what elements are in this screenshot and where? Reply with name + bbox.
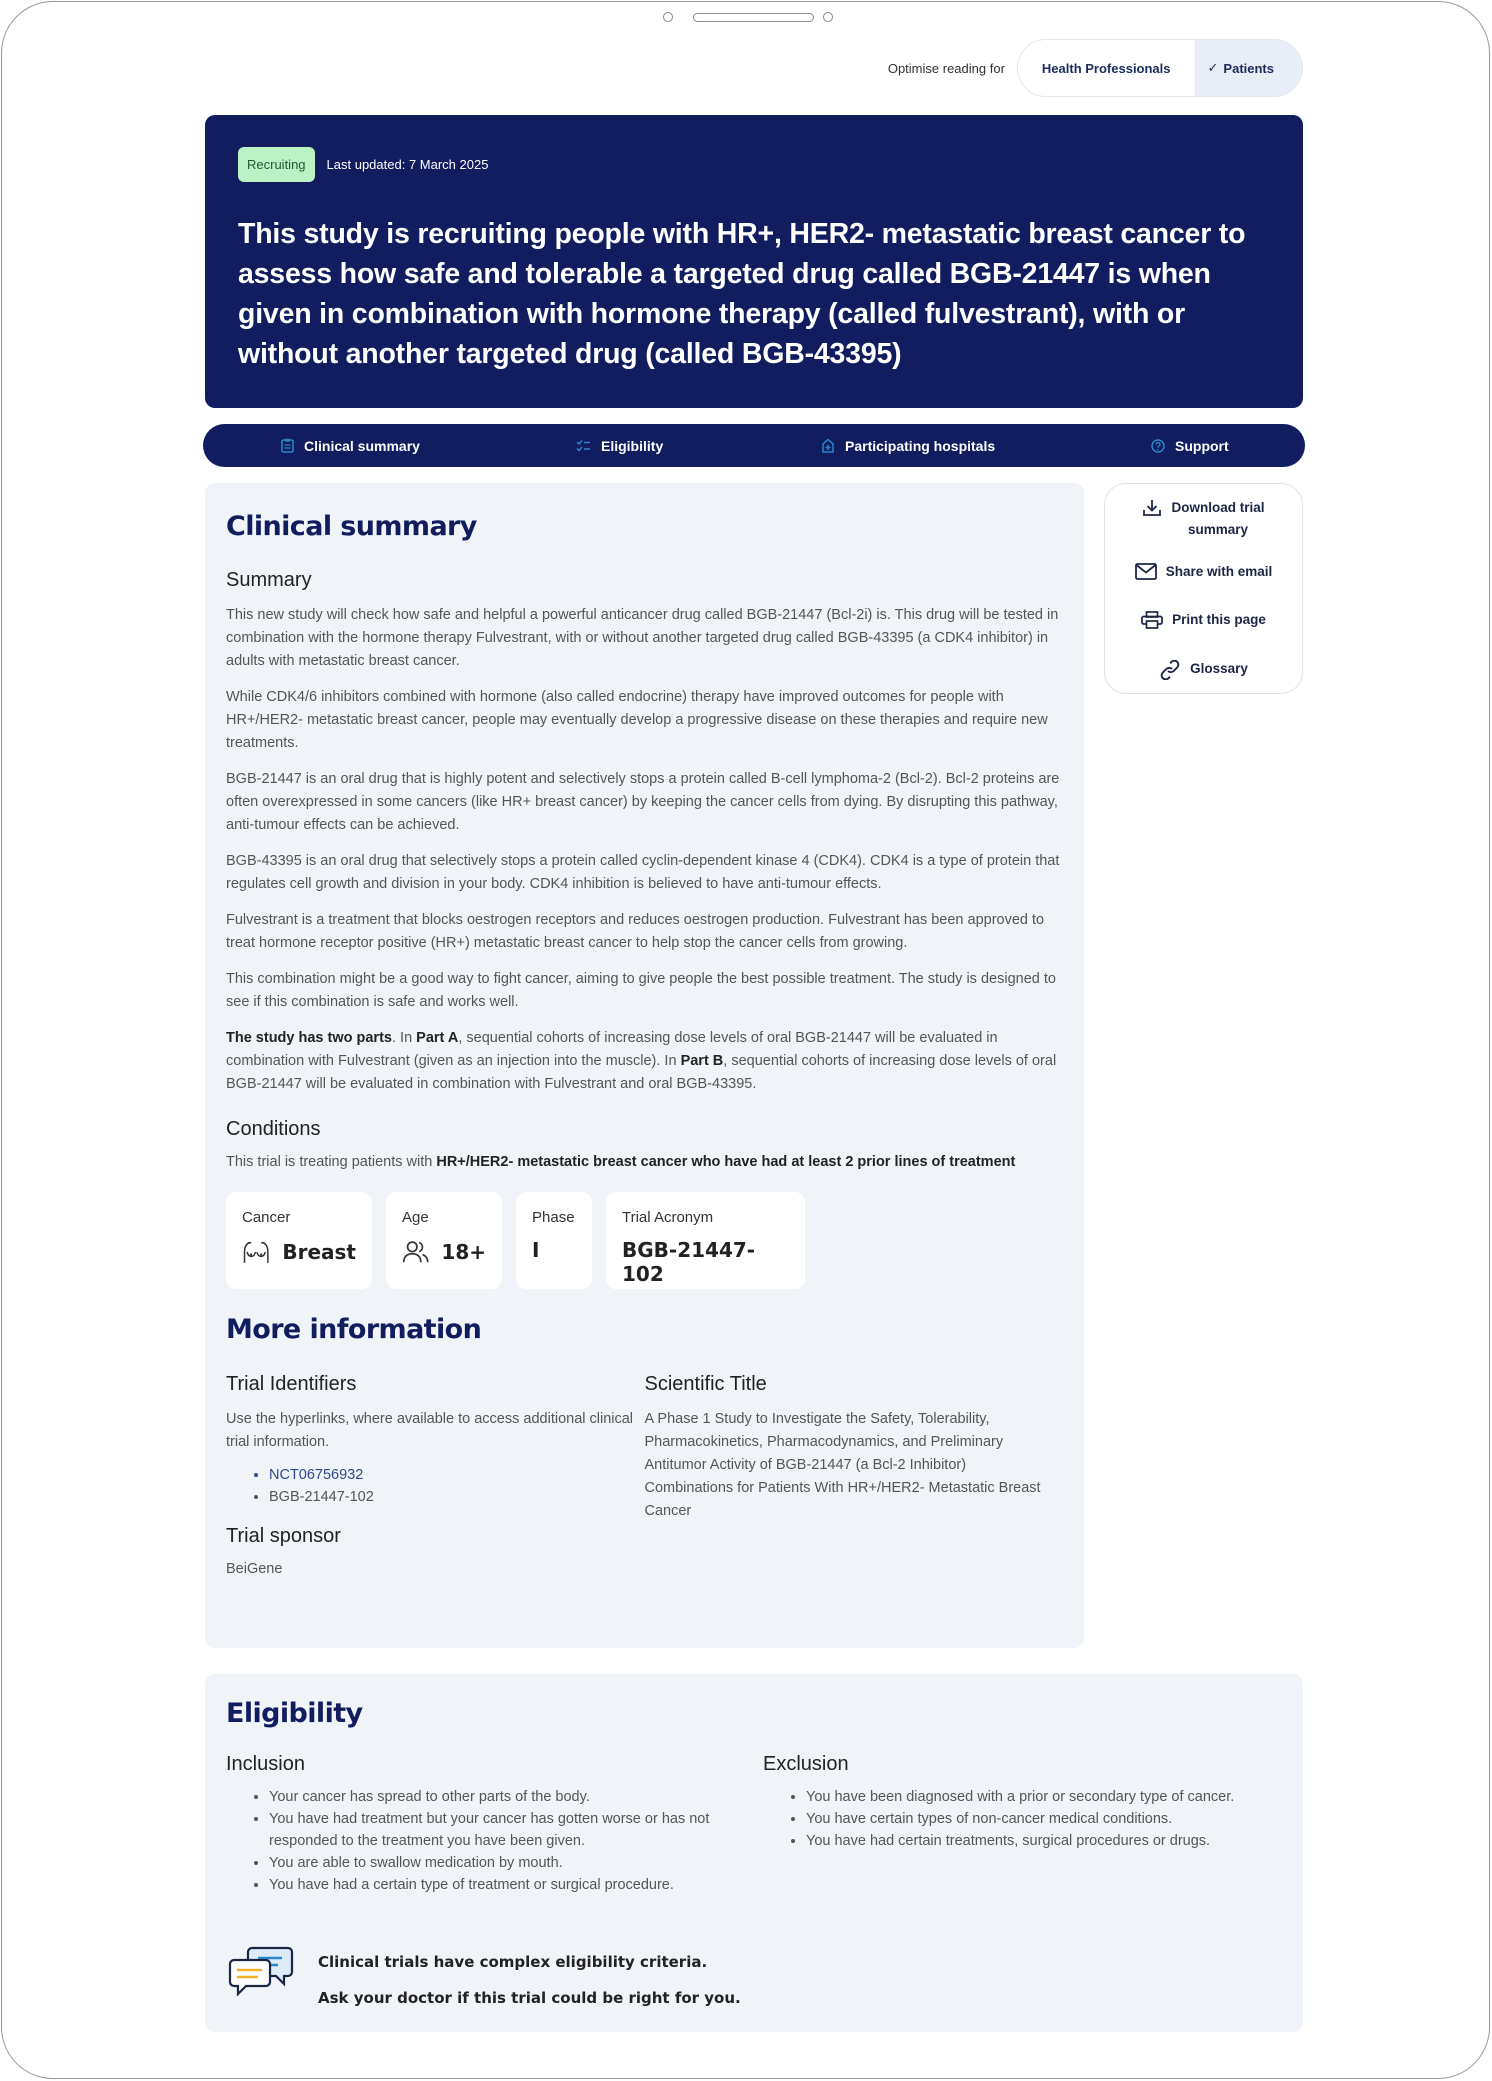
summary-paragraph: This new study will check how safe and helpful a powerful anticancer drug called BGB-21447 (Bcl-2i) is. This drug will be tested in combination with the hormone therapy Fulvestrant, with or without another targeted drug called BGB-43395 (a CDK4 inhibitor) in adults with metastatic breast cancer. <box>226 607 1059 669</box>
summary-paragraph: BGB-43395 is an oral drug that selectively stops a protein called cyclin-dependent kinase 4 (CDK4). CDK4 is a type of protein that regulates cell growth and division in your body. CDK4 inhibition is believed to have anti-tumour effects. <box>226 853 1060 892</box>
breast-icon <box>242 1238 270 1266</box>
age-value: 18+ <box>441 1240 486 1264</box>
trial-identifiers-heading: Trial Identifiers <box>226 1373 357 1395</box>
identifiers-text: Use the hyperlinks, where available to access additional clinical trial information. <box>226 1411 634 1450</box>
patients-label: Patients <box>1223 60 1274 76</box>
glossary-label: Glossary <box>1190 661 1248 676</box>
card-value <box>622 1238 789 1286</box>
inclusion-list <box>226 1786 726 1896</box>
checklist-icon <box>576 439 591 452</box>
phase-value: I <box>532 1238 540 1262</box>
scientific-title: A Phase 1 Study to Investigate the Safety, Tolerability, Pharmacokinetics, Pharmacodynamics, and Preliminary Antitumor Activity of BGB-21447 (a Bcl-2 Inhibitor) Combinations for Patients With HR+/HER2- Metastatic Breast Cancer <box>644 1411 1041 1519</box>
link-icon <box>1159 660 1181 680</box>
card-label: Cancer <box>242 1209 291 1226</box>
card-label: Trial Acronym <box>622 1209 714 1226</box>
patients-button[interactable] <box>1195 40 1302 96</box>
conditions-prefix: This trial is treating patients with <box>226 1154 437 1170</box>
part-a-label: Part A <box>416 1030 459 1046</box>
summary-paragraph: While CDK4/6 inhibitors combined with hormone (also called endocrine) therapy have improved outcomes for people with HR+/HER2- metastatic breast cancer, people may eventually develop a progressive disease on these therapies and require new treatments. <box>226 689 1048 751</box>
identifier-item: • BGB-21447-102 <box>269 1486 645 1508</box>
speaker-bar <box>693 13 814 22</box>
tab-support[interactable] <box>1151 438 1229 454</box>
summary-paragraph: This combination might be a good way to fight cancer, aiming to give people the best possible treatment. The study is designed to see if this combination is safe and works well. <box>226 971 1056 1010</box>
conditions-text <box>226 1151 1063 1174</box>
tab-participating-hospitals[interactable] <box>821 438 995 454</box>
scientific-title-column <box>645 1345 1064 1594</box>
tab-label: Clinical summary <box>304 437 420 454</box>
summary-paragraph: Fulvestrant is a treatment that blocks oestrogen receptors and reduces oestrogen production. Fulvestrant has been approved to treat hormone receptor positive (HR+) metastatic breast cancer to help stop the cancer cells from growing. <box>226 912 1045 951</box>
printer-icon <box>1141 611 1163 629</box>
card-label: Age <box>402 1209 429 1226</box>
study-parts-paragraph <box>226 1027 1063 1096</box>
tab-eligibility[interactable] <box>576 438 663 454</box>
part-b-label: Part B <box>680 1053 724 1069</box>
hero-meta <box>238 147 1270 182</box>
people-icon <box>402 1238 429 1266</box>
identifiers-column <box>226 1345 645 1594</box>
sponsor-name: BeiGene <box>226 1561 283 1577</box>
hospital-icon <box>821 438 835 453</box>
status-badge: Recruiting <box>238 147 315 182</box>
cancer-card <box>226 1192 372 1289</box>
eligibility-callout <box>228 1944 741 2016</box>
exclusion-item: • You have certain types of non-cancer medical conditions. <box>806 1808 1282 1830</box>
text-run: . In <box>391 1030 417 1046</box>
inclusion-item: • You are able to swallow medication by mouth. <box>269 1852 726 1874</box>
device-camera <box>2 11 1489 25</box>
help-icon <box>1151 439 1165 453</box>
card-value <box>402 1238 486 1266</box>
section-tabs <box>203 424 1305 467</box>
tab-label: Participating hospitals <box>845 437 996 454</box>
clinical-summary-panel <box>205 483 1084 1648</box>
download-label-line: summary <box>1187 522 1249 537</box>
exclusion-list <box>763 1786 1282 1852</box>
callout-text <box>318 1944 741 2016</box>
phase-card <box>516 1192 592 1289</box>
acronym-card <box>606 1192 805 1289</box>
camera-dot <box>663 12 673 22</box>
exclusion-item: • You have been diagnosed with a prior or secondary type of cancer. <box>806 1786 1282 1808</box>
callout-line: Ask your doctor if this trial could be right for you. <box>318 1989 741 2007</box>
inclusion-heading: Inclusion <box>226 1753 305 1775</box>
card-value <box>532 1238 576 1262</box>
inclusion-item: • You have had a certain type of treatment or surgical procedure. <box>269 1874 726 1896</box>
more-information-heading: More information <box>226 1314 482 1345</box>
audience-toggle <box>888 39 1303 97</box>
eligibility-columns <box>226 1729 1282 1896</box>
summary-heading: Summary <box>226 569 312 591</box>
identifiers-list <box>226 1464 645 1508</box>
study-parts-lead: The study has two parts <box>226 1030 392 1046</box>
trial-sponsor-heading: Trial sponsor <box>226 1525 341 1547</box>
exclusion-heading: Exclusion <box>762 1753 849 1775</box>
download-icon <box>1142 499 1162 517</box>
exclusion-item: • You have had certain treatments, surgical procedures or drugs. <box>806 1830 1282 1852</box>
exclusion-column <box>763 1729 1282 1896</box>
conditions-highlight: HR+/HER2- metastatic breast cancer who have had at least 2 prior lines of treatment <box>436 1154 1016 1170</box>
audience-switch <box>1017 39 1303 97</box>
clipboard-icon <box>281 438 294 453</box>
hero-banner <box>205 115 1303 408</box>
text-run: , sequential cohorts of increasing dose levels of oral BGB-21447 will be evaluated in combination with Fulvestrant (given as an injection into the muscle). In <box>226 1030 998 1069</box>
age-card <box>386 1192 502 1289</box>
inclusion-column <box>226 1729 763 1896</box>
tab-label: Support <box>1175 437 1229 454</box>
scientific-title-heading: Scientific Title <box>644 1373 767 1395</box>
glossary-button[interactable] <box>1105 658 1302 680</box>
card-value <box>242 1238 356 1266</box>
inclusion-item: • Your cancer has spread to other parts of the body. <box>269 1786 726 1808</box>
share-label: Share with email <box>1165 564 1273 579</box>
share-email-button[interactable] <box>1105 561 1302 583</box>
print-label: Print this page <box>1172 612 1266 627</box>
chat-bubbles-icon <box>228 1944 294 2000</box>
card-label: Phase <box>532 1209 575 1226</box>
health-professionals-button[interactable]: Health Professionals <box>1041 60 1171 76</box>
download-label-line: Download trial <box>1171 500 1265 515</box>
callout-line: Clinical trials have complex eligibility criteria. <box>318 1953 708 1971</box>
text-run: , sequential cohorts of increasing dose levels of oral BGB-21447 will be evaluated in combination with Fulvestrant and oral BGB-43395. <box>226 1053 1057 1092</box>
print-page-button[interactable] <box>1105 609 1302 631</box>
more-information-columns <box>226 1345 1063 1594</box>
download-label <box>1171 497 1264 541</box>
identifier-link-nct[interactable]: • NCT06756932 <box>269 1464 645 1486</box>
trial-facts <box>226 1192 1063 1289</box>
check-icon: ✓ <box>1207 60 1219 75</box>
eligibility-panel <box>205 1674 1303 2032</box>
tab-clinical-summary[interactable] <box>281 438 420 454</box>
clinical-summary-heading: Clinical summary <box>226 511 477 542</box>
summary-paragraph: BGB-21447 is an oral drug that is highly potent and selectively stops a protein called B-cell lymphoma-2 (Bcl-2). Bcl-2 proteins are often overexpressed in some cancers (like HR+ breast cancer) by keeping the cancer cells from dying. By disrupting this pathway, anti-tumour effects can be achieved. <box>226 771 1060 833</box>
audience-label: Optimise reading for <box>887 60 1005 76</box>
inclusion-item: • You have had treatment but your cancer has gotten worse or has not responded to the treatment you have been given. <box>269 1808 726 1852</box>
sensor-dot <box>823 12 833 22</box>
mail-icon <box>1135 563 1157 580</box>
last-updated: Last updated: 7 March 2025 <box>326 157 489 172</box>
page-title: This study is recruiting people with HR+, HER2- metastatic breast cancer to assess how safe and tolerable a targeted drug called BGB-21447 is when given in combination with hormone therapy (called fulvestrant), with or without another targeted drug (called BGB-43395) <box>238 218 1246 370</box>
eligibility-heading: Eligibility <box>226 1698 363 1729</box>
acronym-value: BGB-21447-102 <box>622 1238 756 1286</box>
actions-sidebar <box>1104 483 1303 694</box>
tab-label: Eligibility <box>601 437 664 454</box>
download-summary-button[interactable] <box>1105 497 1302 541</box>
conditions-heading: Conditions <box>226 1118 321 1140</box>
cancer-value: Breast <box>282 1240 356 1264</box>
